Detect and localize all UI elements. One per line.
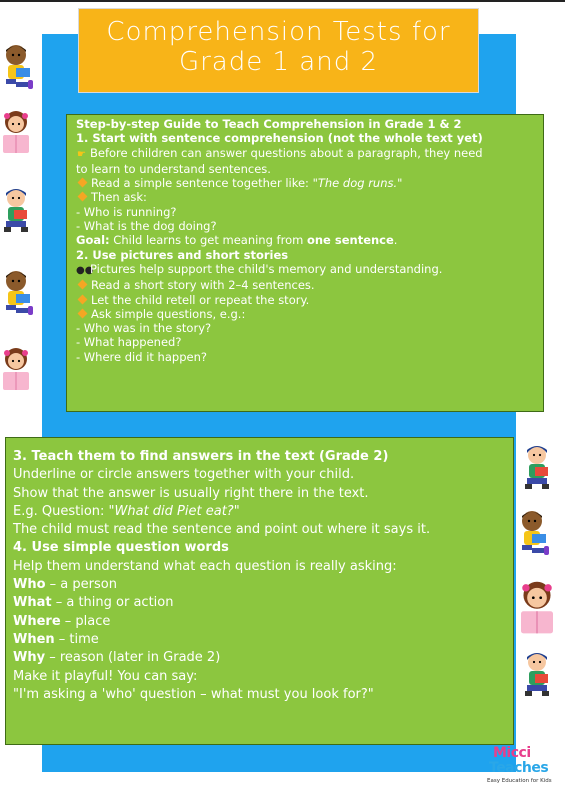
list-item: Ask simple questions, e.g.: (76, 307, 543, 321)
orange-diamond-icon (78, 294, 88, 304)
list-item: ☛ Before children can answer questions about a paragraph, they need (76, 146, 543, 162)
boy-with-book-illustration (521, 443, 553, 495)
question-item: - Who is running? (76, 204, 177, 219)
eyes-icon: ●● (76, 264, 94, 276)
title-line-2: Grade 1 and 2 (178, 47, 379, 77)
list-item: Read a short story with 2–4 sentences. (76, 278, 543, 292)
orange-diamond-icon (78, 178, 88, 188)
text-line: Help them understand what each question is really asking: (13, 558, 397, 574)
step-3-title: 3. Teach them to find answers in the text (Grade 2) (13, 449, 389, 464)
boy-reading-illustration (518, 508, 550, 560)
page-title (79, 9, 478, 77)
girl-reading-illustration (0, 108, 32, 160)
comprehension-steps-box (66, 114, 544, 412)
step-2-title: 2. Use pictures and short stories (76, 247, 289, 262)
question-item: - Who was in the story? (76, 321, 212, 336)
pointing-hand-icon: ☛ (77, 148, 86, 160)
logo-line-1: Micci (493, 745, 531, 761)
goal-line: Goal: Child learns to get meaning from one sentence. (76, 233, 398, 248)
boy-with-book-illustration (521, 650, 553, 702)
list-item-continued: to learn to understand sentences. (76, 161, 271, 176)
list-item: Let the child retell or repeat the story. (76, 293, 543, 307)
question-word-who: Who – a person (13, 577, 117, 593)
quote-line: "I'm asking a 'who' question – what must you look for?" (13, 686, 374, 702)
question-words-box (5, 437, 514, 745)
list-item: Read a simple sentence together like: "The dog runs." (76, 176, 543, 190)
text-line: Show that the answer is usually right there in the text. (13, 485, 369, 501)
orange-diamond-icon (78, 308, 88, 318)
boy-with-book-illustration (0, 186, 32, 238)
orange-diamond-icon (78, 280, 88, 290)
text-line: The child must read the sentence and point out where it says it. (13, 522, 431, 538)
boy-reading-illustration (2, 268, 34, 320)
micci-teaches-logo (487, 746, 563, 794)
question-word-when: When – time (13, 631, 99, 647)
girl-reading-illustration (516, 578, 558, 642)
list-item: Then ask: (76, 190, 543, 204)
orange-diamond-icon (78, 192, 88, 202)
question-item: - What is the dog doing? (76, 219, 217, 234)
text-line: Make it playful! You can say: (13, 668, 198, 684)
question-word-where: Where – place (13, 613, 111, 629)
top-border (0, 0, 565, 2)
logo-tagline: Easy Education for Kids (487, 778, 552, 784)
question-item: - Where did it happen? (76, 349, 207, 364)
step-1-title: 1. Start with sentence comprehension (not the whole text yet) (76, 131, 483, 146)
question-word-what: What – a thing or action (13, 595, 174, 611)
title-line-1: Comprehension Tests for (106, 17, 451, 47)
girl-reading-illustration (0, 345, 32, 397)
logo-line-2: Teaches (489, 760, 549, 776)
question-word-why: Why – reason (later in Grade 2) (13, 650, 221, 666)
step-4-title: 4. Use simple question words (13, 540, 229, 556)
boy-reading-illustration (2, 42, 34, 94)
question-item: - What happened? (76, 335, 182, 350)
example-line: E.g. Question: "What did Piet eat?" (13, 503, 240, 519)
section-heading: Step-by-step Guide to Teach Comprehension in Grade 1 & 2 (76, 117, 462, 131)
list-item: ●●Pictures help support the child's memory and understanding. (76, 262, 543, 278)
title-banner (78, 8, 479, 93)
text-line: Underline or circle answers together with your child. (13, 467, 355, 483)
